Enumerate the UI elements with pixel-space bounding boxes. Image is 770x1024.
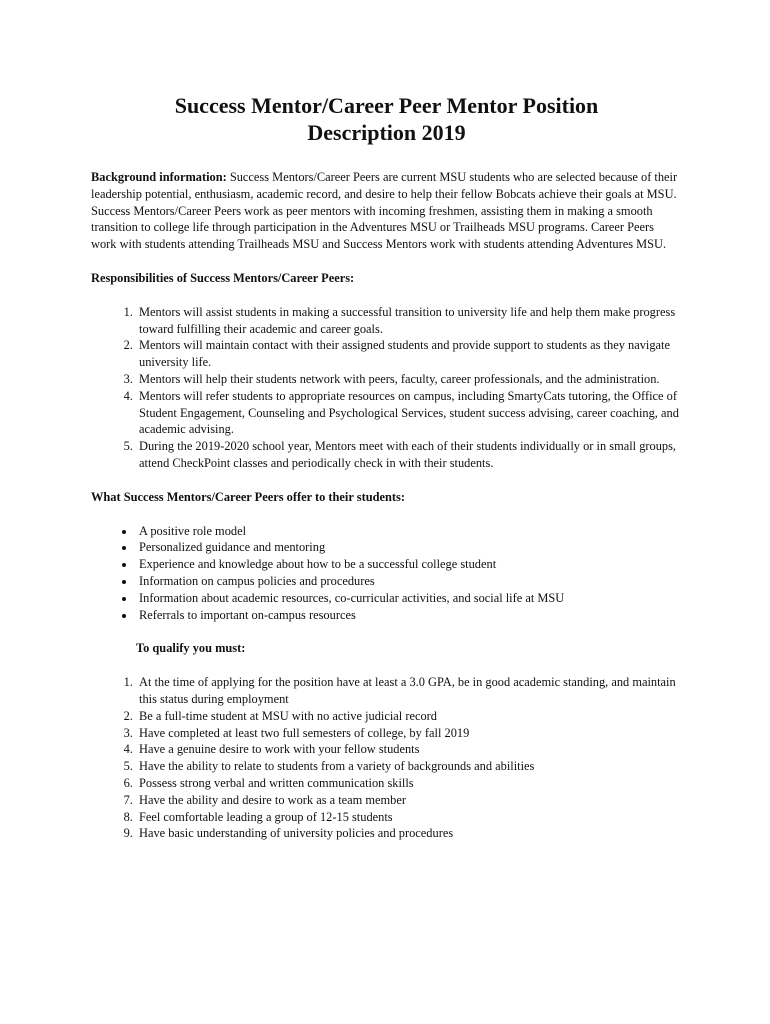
responsibilities-heading: Responsibilities of Success Mentors/Career Peers: — [91, 270, 355, 285]
list-item: • Referrals to important on-campus resources — [136, 607, 682, 624]
background-paragraph — [91, 169, 682, 253]
list-item: 1. Mentors will assist students in making a successful transition to university life and help them make progress toward fulfilling their academic and career goals. — [136, 304, 682, 338]
qualify-heading: To qualify you must: — [136, 641, 246, 656]
list-item: 4. Mentors will refer students to appropriate resources on campus, including SmartyCats tutoring, the Office of Student Engagement, Counseling and Psychological Services, student success advising, career coaching, and academic advising. — [136, 388, 682, 438]
list-item: • A positive role model — [136, 523, 682, 540]
list-item: 3. Mentors will help their students network with peers, faculty, career professionals, and the administration. — [136, 371, 682, 388]
list-item: 5. Have the ability to relate to students from a variety of backgrounds and abilities — [136, 758, 682, 775]
title-line-1: Success Mentor/Career Peer Mentor Position — [174, 93, 599, 118]
list-item: • Information about academic resources, co-curricular activities, and social life at MSU — [136, 590, 682, 607]
qualify-list — [91, 674, 682, 842]
list-item: 9. Have basic understanding of university policies and procedures — [136, 825, 682, 842]
list-item: 5. During the 2019-2020 school year, Mentors meet with each of their students individually or in small groups, attend CheckPoint classes and periodically check in with their students. — [136, 438, 682, 472]
background-text: Success Mentors/Career Peers are current MSU students who are selected because of their leadership potential, enthusiasm, academic record, and desire to help their fellow Bobcats achieve their goals at MSU. Success Mentors/Career Peers work as peer mentors with incoming freshmen, assisting them in making a smooth transition to college life through participation in the Adventures MSU or Trailheads MSU programs. Career Peers work with students attending Trailheads MSU and Success Mentors work with students attending Adventures MSU. — [91, 170, 678, 252]
responsibilities-list — [91, 304, 682, 472]
list-item: 7. Have the ability and desire to work as a team member — [136, 792, 682, 809]
list-item: 1. At the time of applying for the position have at least a 3.0 GPA, be in good academic standing, and maintain this status during employment — [136, 674, 682, 708]
list-item: 3. Have completed at least two full semesters of college, by fall 2019 — [136, 725, 682, 742]
document-title — [91, 92, 682, 146]
background-label: Background information: — [91, 170, 227, 184]
list-item: 8. Feel comfortable leading a group of 12-15 students — [136, 809, 682, 826]
list-item: • Experience and knowledge about how to be a successful college student — [136, 556, 682, 573]
list-item: 2. Mentors will maintain contact with their assigned students and provide support to students as they navigate university life. — [136, 337, 682, 371]
list-item: • Information on campus policies and procedures — [136, 573, 682, 590]
list-item: 2. Be a full-time student at MSU with no active judicial record — [136, 708, 682, 725]
list-item: 6. Possess strong verbal and written communication skills — [136, 775, 682, 792]
title-line-2: Description 2019 — [307, 120, 466, 145]
list-item: • Personalized guidance and mentoring — [136, 539, 682, 556]
offer-list — [91, 523, 682, 624]
list-item: 4. Have a genuine desire to work with your fellow students — [136, 741, 682, 758]
offer-heading: What Success Mentors/Career Peers offer to their students: — [91, 489, 405, 504]
